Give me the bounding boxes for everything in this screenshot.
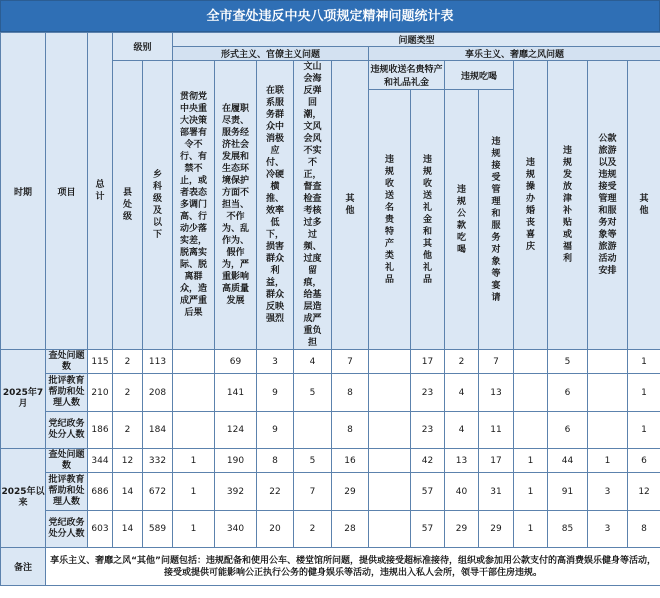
value-cell bbox=[514, 374, 548, 412]
value-cell: 589 bbox=[143, 511, 173, 548]
value-cell: 57 bbox=[411, 473, 445, 511]
value-cell bbox=[173, 412, 215, 449]
table-row bbox=[1, 374, 660, 412]
header-col-13: 其他 bbox=[628, 61, 660, 350]
value-cell: 672 bbox=[143, 473, 173, 511]
value-cell: 332 bbox=[143, 449, 173, 473]
value-cell: 6 bbox=[548, 374, 588, 412]
table-row bbox=[1, 473, 660, 511]
value-cell: 184 bbox=[143, 412, 173, 449]
value-cell: 1 bbox=[588, 449, 628, 473]
value-cell: 23 bbox=[411, 412, 445, 449]
value-cell: 44 bbox=[548, 449, 588, 473]
row-label: 批评教育帮助和处理人数 bbox=[46, 473, 88, 511]
value-cell: 7 bbox=[332, 350, 369, 374]
value-cell bbox=[369, 374, 411, 412]
value-cell: 14 bbox=[113, 473, 143, 511]
header-township: 乡科级及以下 bbox=[143, 61, 173, 350]
value-cell: 190 bbox=[215, 449, 257, 473]
stats-table bbox=[0, 32, 660, 586]
value-cell: 603 bbox=[88, 511, 113, 548]
header-col-5: 其他 bbox=[332, 61, 369, 350]
value-cell: 115 bbox=[88, 350, 113, 374]
value-cell: 1 bbox=[173, 449, 215, 473]
row-label: 党纪政务处分人数 bbox=[46, 412, 88, 449]
value-cell: 12 bbox=[628, 473, 660, 511]
page-title: 全市查处违反中央八项规定精神问题统计表 bbox=[0, 0, 660, 32]
value-cell: 9 bbox=[257, 374, 294, 412]
header-col-7: 违规收送礼金和其他礼品 bbox=[411, 90, 445, 350]
row-label: 批评教育帮助和处理人数 bbox=[46, 374, 88, 412]
header-gift-group: 违规收送名贵特产和礼品礼金 bbox=[369, 61, 445, 90]
value-cell bbox=[294, 412, 332, 449]
value-cell: 42 bbox=[411, 449, 445, 473]
header-total: 总计 bbox=[88, 33, 113, 350]
value-cell: 11 bbox=[479, 412, 514, 449]
value-cell: 2 bbox=[445, 350, 479, 374]
header-col-2: 在履职尽责、服务经济社会发展和生态环境保护方面不担当、不作为、乱作为、假作为，严重影响高质量发展 bbox=[215, 61, 257, 350]
value-cell bbox=[369, 350, 411, 374]
header-col-4: 文山会海反弹回潮，文风会风不实不正，督查检查考核过多过频、过度留痕，给基层造成严重负担 bbox=[294, 61, 332, 350]
value-cell: 3 bbox=[257, 350, 294, 374]
value-cell: 1 bbox=[173, 473, 215, 511]
value-cell: 29 bbox=[445, 511, 479, 548]
header-hedonism: 享乐主义、奢靡之风问题 bbox=[369, 47, 660, 61]
row-label: 党纪政务处分人数 bbox=[46, 511, 88, 548]
value-cell: 14 bbox=[113, 511, 143, 548]
value-cell: 2 bbox=[113, 412, 143, 449]
header-col-12: 公款旅游以及违规接受管理和服务对象等旅游活动安排 bbox=[588, 61, 628, 350]
value-cell: 6 bbox=[548, 412, 588, 449]
value-cell bbox=[588, 374, 628, 412]
row-label: 查处问题数 bbox=[46, 350, 88, 374]
note-text: 享乐主义、奢靡之风“其他”问题包括：违规配备和使用公车、楼堂馆所问题，提供或接受超标准接待，组织或参加用公款支付的高消费娱乐健身等活动，接受或提供可能影响公正执行公务的健身娱乐等活动，违规出入私人会所，领导干部住房违规。 bbox=[46, 548, 660, 586]
value-cell bbox=[369, 473, 411, 511]
value-cell: 124 bbox=[215, 412, 257, 449]
header-col-6: 违规收送名贵特产类礼品 bbox=[369, 90, 411, 350]
header-col-3: 在联系服务群众中消极应付、冷硬横推、效率低下，损害群众利益，群众反映强烈 bbox=[257, 61, 294, 350]
header-eat-group: 违规吃喝 bbox=[445, 61, 514, 90]
value-cell: 4 bbox=[445, 412, 479, 449]
table-row bbox=[1, 511, 660, 548]
value-cell: 31 bbox=[479, 473, 514, 511]
value-cell: 22 bbox=[257, 473, 294, 511]
value-cell: 17 bbox=[411, 350, 445, 374]
value-cell: 208 bbox=[143, 374, 173, 412]
value-cell: 29 bbox=[479, 511, 514, 548]
value-cell: 1 bbox=[173, 511, 215, 548]
header-col-8: 违规公款吃喝 bbox=[445, 90, 479, 350]
value-cell: 28 bbox=[332, 511, 369, 548]
value-cell: 1 bbox=[628, 374, 660, 412]
value-cell: 686 bbox=[88, 473, 113, 511]
value-cell: 392 bbox=[215, 473, 257, 511]
value-cell: 5 bbox=[548, 350, 588, 374]
value-cell: 5 bbox=[294, 449, 332, 473]
value-cell: 8 bbox=[628, 511, 660, 548]
value-cell bbox=[588, 412, 628, 449]
header-item: 项目 bbox=[46, 33, 88, 350]
value-cell: 4 bbox=[294, 350, 332, 374]
value-cell: 20 bbox=[257, 511, 294, 548]
note-row bbox=[1, 548, 660, 586]
header-col-9: 违规接受管理和服务对象等宴请 bbox=[479, 90, 514, 350]
value-cell: 1 bbox=[514, 473, 548, 511]
value-cell: 40 bbox=[445, 473, 479, 511]
header-problem-type: 问题类型 bbox=[173, 33, 660, 47]
value-cell: 7 bbox=[294, 473, 332, 511]
header-col-11: 违规发放津补贴或福利 bbox=[548, 61, 588, 350]
value-cell bbox=[588, 350, 628, 374]
value-cell: 9 bbox=[257, 412, 294, 449]
value-cell: 13 bbox=[445, 449, 479, 473]
period-cell: 2025年以来 bbox=[1, 449, 46, 548]
period-cell: 2025年7月 bbox=[1, 350, 46, 449]
value-cell: 69 bbox=[215, 350, 257, 374]
value-cell: 57 bbox=[411, 511, 445, 548]
value-cell: 4 bbox=[445, 374, 479, 412]
value-cell: 1 bbox=[628, 350, 660, 374]
value-cell: 23 bbox=[411, 374, 445, 412]
value-cell: 3 bbox=[588, 473, 628, 511]
value-cell: 141 bbox=[215, 374, 257, 412]
value-cell: 113 bbox=[143, 350, 173, 374]
value-cell: 1 bbox=[514, 449, 548, 473]
value-cell: 2 bbox=[294, 511, 332, 548]
header-col-10: 违规操办婚丧喜庆 bbox=[514, 61, 548, 350]
value-cell: 186 bbox=[88, 412, 113, 449]
value-cell: 13 bbox=[479, 374, 514, 412]
value-cell bbox=[514, 412, 548, 449]
value-cell: 91 bbox=[548, 473, 588, 511]
value-cell: 2 bbox=[113, 374, 143, 412]
value-cell: 29 bbox=[332, 473, 369, 511]
value-cell: 1 bbox=[628, 412, 660, 449]
header-formalism: 形式主义、官僚主义问题 bbox=[173, 47, 369, 61]
value-cell: 3 bbox=[588, 511, 628, 548]
value-cell: 12 bbox=[113, 449, 143, 473]
table-row bbox=[1, 412, 660, 449]
table-row bbox=[1, 449, 660, 473]
value-cell bbox=[173, 374, 215, 412]
row-label: 查处问题数 bbox=[46, 449, 88, 473]
value-cell: 8 bbox=[332, 374, 369, 412]
header-county: 县处级 bbox=[113, 61, 143, 350]
value-cell: 6 bbox=[628, 449, 660, 473]
value-cell: 16 bbox=[332, 449, 369, 473]
header-col-1: 贯彻党中央重大决策部署有令不行、有禁不止，或者表态多调门高、行动少落实差，脱离实际、脱离群众，造成严重后果 bbox=[173, 61, 215, 350]
value-cell: 8 bbox=[332, 412, 369, 449]
value-cell: 7 bbox=[479, 350, 514, 374]
value-cell bbox=[173, 350, 215, 374]
value-cell bbox=[369, 511, 411, 548]
value-cell: 344 bbox=[88, 449, 113, 473]
note-label: 备注 bbox=[1, 548, 46, 586]
value-cell bbox=[369, 449, 411, 473]
value-cell: 340 bbox=[215, 511, 257, 548]
value-cell: 17 bbox=[479, 449, 514, 473]
value-cell bbox=[514, 350, 548, 374]
header-period: 时期 bbox=[1, 33, 46, 350]
table-row bbox=[1, 350, 660, 374]
header-level: 级别 bbox=[113, 33, 173, 61]
value-cell: 1 bbox=[514, 511, 548, 548]
value-cell: 210 bbox=[88, 374, 113, 412]
value-cell bbox=[369, 412, 411, 449]
value-cell: 8 bbox=[257, 449, 294, 473]
value-cell: 2 bbox=[113, 350, 143, 374]
value-cell: 85 bbox=[548, 511, 588, 548]
value-cell: 5 bbox=[294, 374, 332, 412]
